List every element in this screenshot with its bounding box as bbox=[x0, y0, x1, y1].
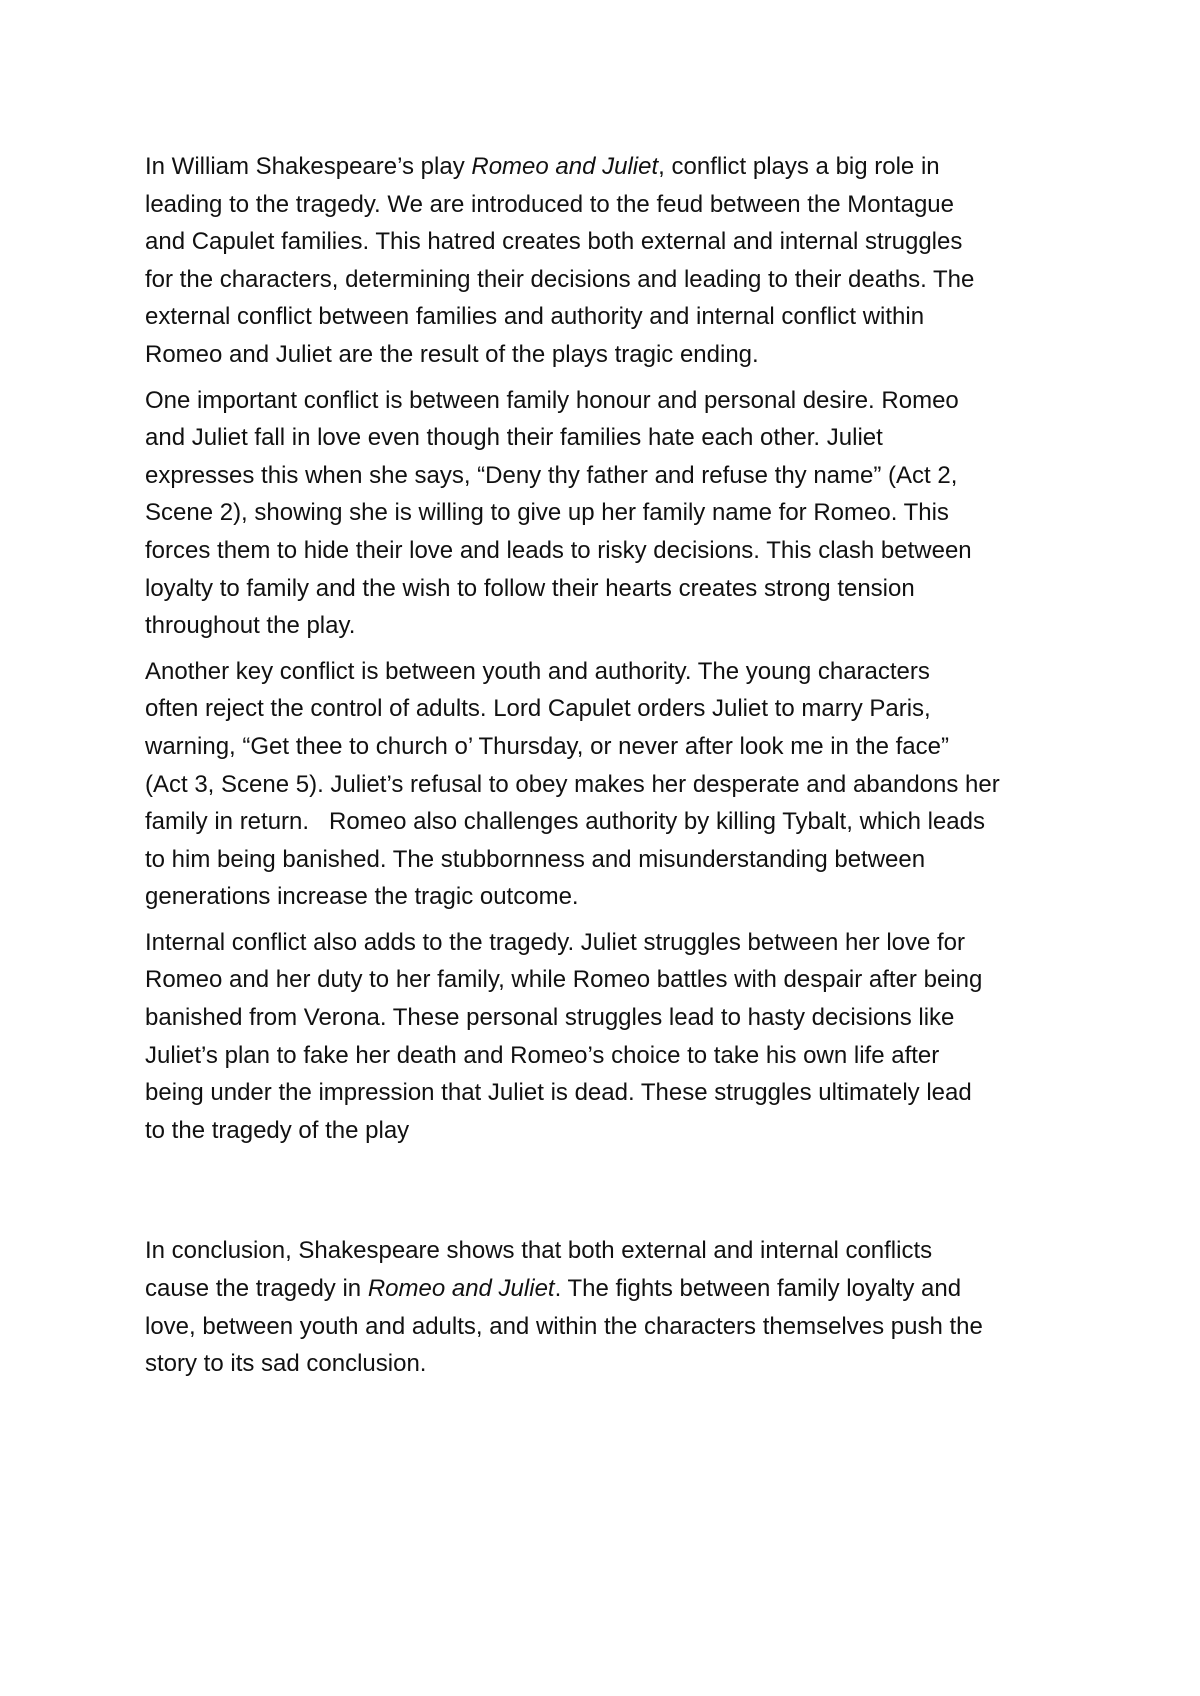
document-body bbox=[145, 148, 1075, 1391]
text-line bbox=[145, 766, 1075, 804]
text-line bbox=[145, 261, 1075, 299]
text-line bbox=[145, 419, 1075, 457]
text-run: Scene 2), showing she is willing to give up her family name for Romeo. This bbox=[145, 499, 949, 527]
text-run: warning, “Get thee to church o’ Thursday, or never after look me in the face” bbox=[145, 732, 949, 760]
text-run: leading to the tragedy. We are introduced to the feud between the Montague bbox=[145, 190, 955, 218]
paragraph-4 bbox=[145, 924, 1075, 1150]
text-line bbox=[145, 382, 1075, 420]
text-line bbox=[145, 1232, 1075, 1270]
text-line bbox=[145, 1308, 1075, 1346]
text-line bbox=[145, 494, 1075, 532]
paragraph-1 bbox=[145, 148, 1075, 374]
text-line bbox=[145, 532, 1075, 570]
text-run: to him being banished. The stubbornness and misunderstanding between bbox=[145, 845, 926, 873]
text-run: In conclusion, Shakespeare shows that both external and internal conflicts bbox=[145, 1237, 933, 1265]
text-run: love, between youth and adults, and within the characters themselves push the bbox=[145, 1312, 983, 1340]
text-run: Romeo and her duty to her family, while Romeo battles with despair after being bbox=[145, 966, 983, 994]
text-run: throughout the play. bbox=[145, 612, 356, 640]
text-run: Juliet’s plan to fake her death and Romeo’s choice to take his own life after bbox=[145, 1041, 940, 1069]
text-run: expresses this when she says, “Deny thy father and refuse thy name” (Act 2, bbox=[145, 461, 958, 489]
text-run: cause the tragedy in bbox=[145, 1275, 368, 1303]
text-run: Another key conflict is between youth and authority. The young characters bbox=[145, 657, 930, 685]
text-line bbox=[145, 961, 1075, 999]
text-line bbox=[145, 1112, 1075, 1150]
text-run: to the tragedy of the play bbox=[145, 1116, 410, 1144]
text-line bbox=[145, 999, 1075, 1037]
text-run: Internal conflict also adds to the tragedy. Juliet struggles between her love for bbox=[145, 928, 966, 956]
text-run: forces them to hide their love and leads to risky decisions. This clash between bbox=[145, 536, 972, 564]
text-run: . The fights between family loyalty and bbox=[554, 1275, 962, 1303]
text-run: generations increase the tragic outcome. bbox=[145, 883, 579, 911]
text-line bbox=[145, 186, 1075, 224]
text-line bbox=[145, 653, 1075, 691]
text-run: , conflict plays a big role in bbox=[658, 153, 940, 180]
text-run: loyalty to family and the wish to follow their hearts creates strong tension bbox=[145, 574, 915, 602]
text-line bbox=[145, 690, 1075, 728]
text-line bbox=[145, 924, 1075, 962]
text-line bbox=[145, 336, 1075, 374]
text-run: and Juliet fall in love even though their families hate each other. Juliet bbox=[145, 424, 883, 452]
text-line bbox=[145, 607, 1075, 645]
text-line bbox=[145, 148, 1075, 186]
text-line bbox=[145, 223, 1075, 261]
paragraph-spacer bbox=[145, 1157, 1075, 1232]
text-run: and Capulet families. This hatred creates both external and internal struggles bbox=[145, 228, 963, 256]
text-line bbox=[145, 878, 1075, 916]
text-run: external conflict between families and authority and internal conflict within bbox=[145, 303, 925, 331]
text-line bbox=[145, 457, 1075, 495]
text-run: banished from Verona. These personal struggles lead to hasty decisions like bbox=[145, 1004, 955, 1032]
text-run: (Act 3, Scene 5). Juliet’s refusal to obey makes her desperate and abandons her bbox=[145, 770, 1000, 798]
text-line bbox=[145, 841, 1075, 879]
text-run: being under the impression that Juliet is dead. These struggles ultimately lead bbox=[145, 1079, 972, 1107]
paragraph-2 bbox=[145, 382, 1075, 645]
text-run: story to its sad conclusion. bbox=[145, 1350, 427, 1378]
text-line bbox=[145, 1345, 1075, 1383]
text-run: for the characters, determining their decisions and leading to their deaths. The bbox=[145, 265, 975, 293]
text-run: One important conflict is between family honour and personal desire. Romeo bbox=[145, 386, 959, 414]
italic-title: Romeo and Juliet bbox=[471, 153, 659, 180]
text-line bbox=[145, 1037, 1075, 1075]
paragraph-5 bbox=[145, 1232, 1075, 1382]
text-line bbox=[145, 1270, 1075, 1308]
text-run: often reject the control of adults. Lord Capulet orders Juliet to marry Paris, bbox=[145, 695, 931, 723]
text-line bbox=[145, 728, 1075, 766]
text-run: In William Shakespeare’s play bbox=[145, 153, 472, 180]
text-run: family in return. Romeo also challenges authority by killing Tybalt, which leads bbox=[145, 808, 985, 836]
text-line bbox=[145, 298, 1075, 336]
text-run: Romeo and Juliet are the result of the plays tragic ending. bbox=[145, 340, 759, 368]
italic-title: Romeo and Juliet bbox=[367, 1275, 555, 1303]
text-line bbox=[145, 1074, 1075, 1112]
text-line bbox=[145, 570, 1075, 608]
paragraph-3 bbox=[145, 653, 1075, 916]
text-line bbox=[145, 803, 1075, 841]
